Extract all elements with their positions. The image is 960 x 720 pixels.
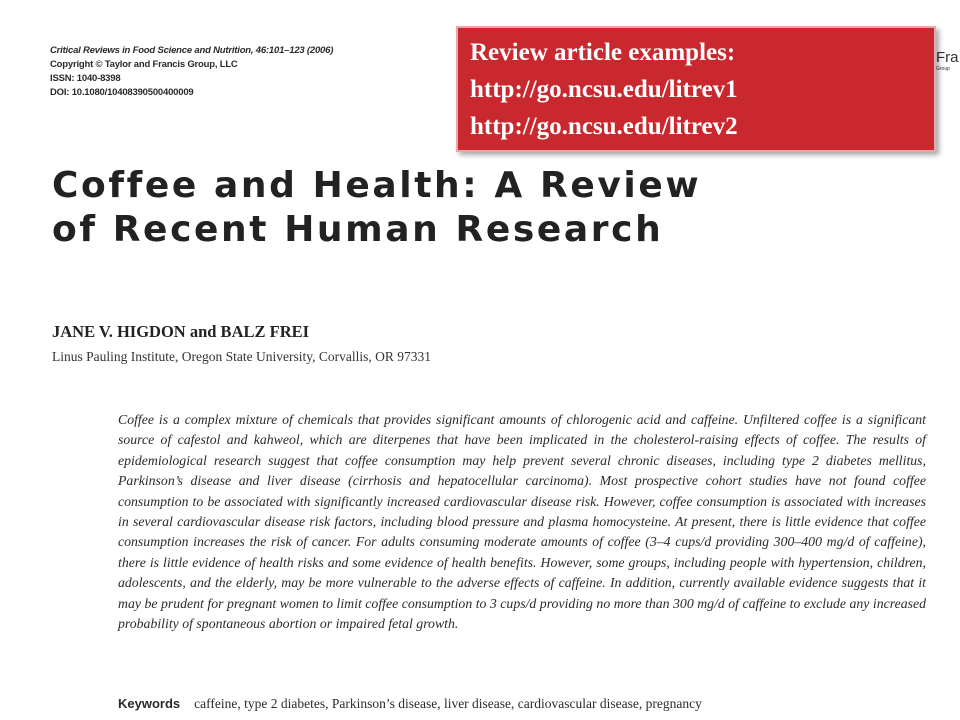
callout-link-1[interactable]: http://go.ncsu.edu/litrev1: [470, 76, 738, 103]
callout-link-2[interactable]: http://go.ncsu.edu/litrev2: [470, 113, 738, 140]
keywords-label: Keywords: [118, 696, 181, 711]
article-title-line-2: of Recent Human Research: [52, 209, 664, 250]
publisher-logo: [936, 50, 959, 72]
doi-line: DOI: 10.1080/10408390500400009: [50, 87, 194, 98]
callout-heading: Review article examples:: [470, 39, 736, 66]
review-examples-callout: [456, 26, 936, 152]
keywords-list: caffeine, type 2 diabetes, Parkinson’s disease, liver disease, cardiovascular disease, pregnancy: [194, 696, 702, 711]
article-authors: JANE V. HIGDON and BALZ FREI: [52, 322, 310, 341]
article-abstract: Coffee is a complex mixture of chemicals that provides significant amounts of chlorogenic acid and caffeine. Unfiltered coffee is a significant source of cafestol and kahweol, which are diterpenes that have been implicated in the cholesterol-raising effects of coffee. The results of epidemiological research suggest that coffee consumption may help prevent several chronic diseases, including type 2 diabetes mellitus, Parkinson’s disease and liver disease (cirrhosis and hepatocellular carcinoma). Most prospective cohort studies have not found coffee consumption to be associated with significantly increased cardiovascular disease risk. However, coffee consumption is associated with increases in several cardiovascular disease risk factors, including blood pressure and plasma homocysteine. At present, there is little evidence that coffee consumption increases the risk of cancer. For adults consuming moderate amounts of coffee (3–4 cups/d providing 300–400 mg/d of caffeine), there is little evidence of health risks and some evidence of health benefits. However, some groups, including people with hypertension, children, adolescents, and the elderly, may be more vulnerable to the adverse effects of caffeine. In addition, currently available evidence suggests that it may be prudent for pregnant women to limit coffee consumption to 3 cups/d providing no more than 300 mg/d of caffeine to exclude any increased probability of spontaneous abortion or impaired fetal growth.: [118, 412, 926, 632]
journal-metadata: [50, 44, 333, 100]
journal-citation: Critical Reviews in Food Science and Nutrition, 46:101–123 (2006): [50, 45, 334, 56]
article-title: [52, 164, 701, 252]
issn-line: ISSN: 1040-8398: [50, 73, 121, 84]
copyright-line: Copyright © Taylor and Francis Group, LLC: [50, 59, 238, 70]
article-title-line-1: Coffee and Health: A Review: [52, 165, 702, 206]
publisher-logo-sub: Group: [936, 66, 950, 72]
keywords-line: [118, 696, 702, 712]
article-affiliation: Linus Pauling Institute, Oregon State University, Corvallis, OR 97331: [52, 349, 431, 364]
publisher-logo-name: Fra: [936, 49, 959, 66]
